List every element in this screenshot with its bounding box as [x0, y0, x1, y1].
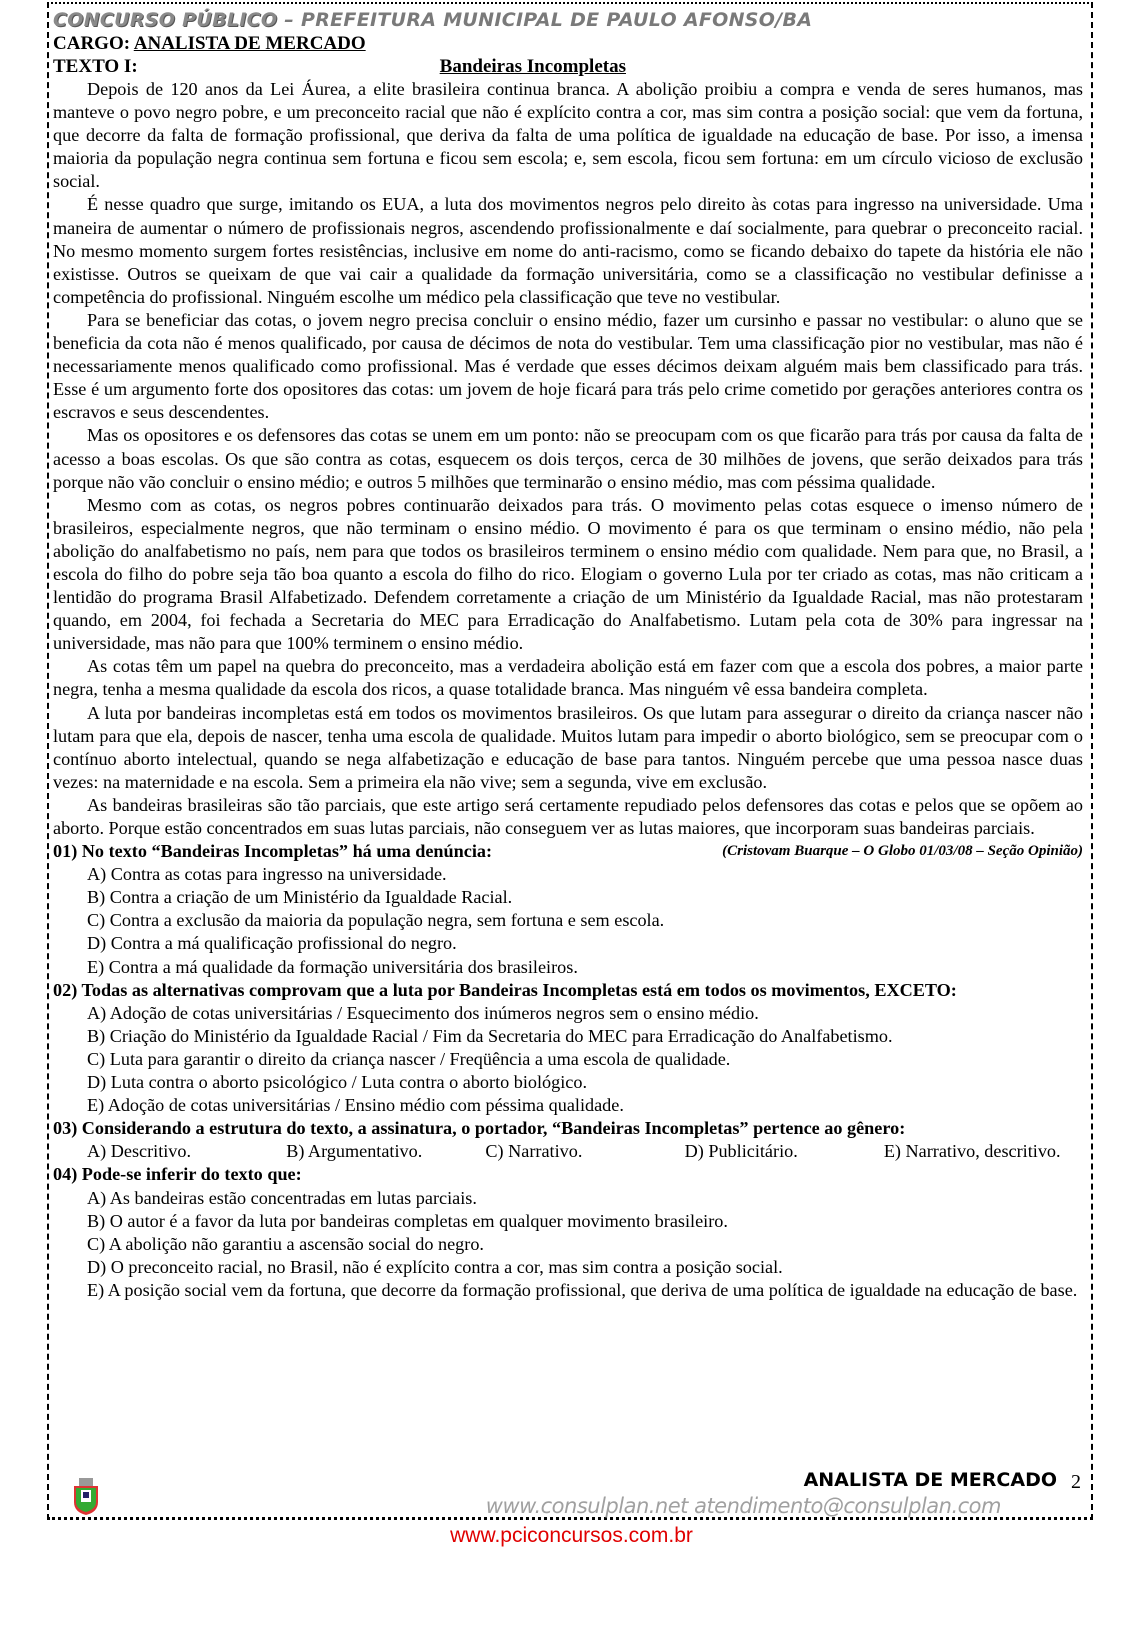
- option: E) A posição social vem da fortuna, que decorre da formação profissional, que deriva de uma política de igualdade na educação de base.: [87, 1279, 1078, 1300]
- cargo-line: [53, 32, 1083, 55]
- text-label: TEXTO I:: [53, 56, 138, 77]
- option: C) Luta para garantir o direito da criança nascer / Freqüência a uma escola de qualidade.: [87, 1048, 731, 1069]
- paragraph: É nesse quadro que surge, imitando os EUA, a luta dos movimentos negros pelo direito às cotas para ingresso na universidade. Uma maneira de aumentar o número de profissionais negros, ascendendo profissionalmente e daí socialmente, para quebrar o preconceito racial. No mesmo momento surgem fortes resistências, inclusive em nome do anti-racismo, como se ficando debaixo do tapete da história ele não existisse. Outros se queixam de que vai cair a qualidade da formação universitária, como se a classificação no vestibular definisse a competência do profissional. Ninguém escolhe um médico pela classificação que teve no vestibular.: [53, 194, 1083, 307]
- option: C) Narrativo.: [485, 1141, 583, 1162]
- footer-cargo: ANALISTA DE MERCADO: [803, 1469, 1057, 1491]
- option: B) Argumentativo.: [286, 1141, 423, 1162]
- source-citation: (Cristovam Buarque – O Globo 01/03/08 – Seção Opinião): [722, 843, 1083, 860]
- paragraph: As cotas têm um papel na quebra do preconceito, mas a verdadeira abolição está em fazer com que a escola dos pobres, a maior parte negra, tenha a mesma qualidade da escola dos ricos, a quase totalidade branca. Mas ninguém vê essa bandeira completa.: [53, 656, 1083, 700]
- exam-header: [53, 8, 1083, 32]
- option: A) Descritivo.: [87, 1141, 192, 1162]
- question-4: [53, 1163, 1083, 1302]
- option: D) Contra a má qualificação profissional do negro.: [87, 933, 457, 954]
- paragraph-text: As bandeiras brasileiras são tão parciais, que este artigo será certamente repudiado pelos defensores das cotas e pelos que se opõem ao aborto. Porque estão concentrados em suas lutas parciais, não conseguem ver as lutas maiores, que incorporam suas bandeiras parciais.: [53, 794, 1083, 838]
- municipal-crest-icon: [71, 1478, 101, 1516]
- cargo-value: ANALISTA DE MERCADO: [133, 33, 366, 54]
- option: C) Contra a exclusão da maioria da população negra, sem fortuna e sem escola.: [87, 910, 665, 931]
- footer-contact: www.consulplan.net atendimento@consulplan.com: [485, 1494, 1001, 1518]
- organization: – PREFEITURA MUNICIPAL DE PAULO AFONSO/BA: [277, 9, 813, 31]
- option: C) A abolição não garantiu a ascensão social do negro.: [87, 1233, 484, 1254]
- option: B) Contra a criação de um Ministério da Igualdade Racial.: [87, 887, 513, 908]
- paragraph: A luta por bandeiras incompletas está em todos os movimentos brasileiros. Os que lutam para assegurar o direito da criança nascer não lutam para que ela, depois de nascer, tenha uma escola de qualidade. Muitos lutam para impedir o aborto biológico, sem se preocupar com o contínuo aborto intelectual, quando se nega alfabetização e educação de base para tantos. Ninguém percebe que uma pessoa nasce duas vezes: na maternidade e na escola. Sem a primeira ela não vive; sem a segunda, vive em exclusão.: [53, 702, 1083, 792]
- text-title: Bandeiras Incompletas: [439, 56, 626, 77]
- exam-page: [47, 2, 1093, 1520]
- question-text: 01) No texto “Bandeiras Incompletas” há uma denúncia:: [53, 841, 493, 862]
- paragraph: Mas os opositores e os defensores das cotas se unem em um ponto: não se preocupam com os que ficarão para trás por causa da falta de acesso a boas escolas. Os que são contra as cotas, esquecem os dois terços, cerca de 30 milhões de jovens, que serão deixados para trás porque não vão concluir o ensino médio; e outros 5 milhões que terminarão o ensino médio, mas com péssima qualidade.: [53, 425, 1083, 492]
- option: D) Luta contra o aborto psicológico / Luta contra o aborto biológico.: [87, 1072, 588, 1093]
- option: B) O autor é a favor da luta por bandeiras completas em qualquer movimento brasileiro.: [87, 1210, 728, 1231]
- paragraph: Depois de 120 anos da Lei Áurea, a elite brasileira continua branca. A abolição proibiu a compra e venda de seres humanos, mas manteve o povo negro pobre, e um preconceito racial que não é explícito contra a cor, mas sim contra a posição social: que vem da fortuna, que decorre da falta de formação profissional, que deriva da falta de uma política de igualdade na educação de base. Por isso, a imensa maioria da população negra continua sem fortuna e ficou sem escola; e, sem escola, ficou sem fortuna: em um círculo vicioso de exclusão social.: [53, 79, 1083, 192]
- option: D) Publicitário.: [684, 1141, 798, 1162]
- option: D) O preconceito racial, no Brasil, não é explícito contra a cor, mas sim contra a posição social.: [87, 1256, 783, 1277]
- option: E) Contra a má qualidade da formação universitária dos brasileiros.: [87, 956, 578, 977]
- text-heading: [53, 55, 1083, 78]
- question-2: [53, 979, 1083, 1118]
- option: E) Adoção de cotas universitárias / Ensino médio com péssima qualidade.: [87, 1095, 624, 1116]
- option: A) Adoção de cotas universitárias / Esquecimento dos inúmeros negros sem o ensino médio.: [87, 1002, 759, 1023]
- contest-label: CONCURSO PÚBLICO: [53, 9, 278, 31]
- option: E) Narrativo, descritivo.: [883, 1141, 1061, 1162]
- option: A) Contra as cotas para ingresso na universidade.: [87, 864, 447, 885]
- question-text: 02) Todas as alternativas comprovam que a luta por Bandeiras Incompletas está em todos os movimentos, EXCETO:: [53, 979, 957, 1000]
- question-text: 03) Considerando a estrutura do texto, a assinatura, o portador, “Bandeiras Incompletas” pertence ao gênero:: [53, 1118, 906, 1139]
- option: B) Criação do Ministério da Igualdade Racial / Fim da Secretaria do MEC para Erradicação do Analfabetismo.: [87, 1025, 893, 1046]
- paragraph: Para se beneficiar das cotas, o jovem negro precisa concluir o ensino médio, fazer um cursinho e passar no vestibular: o aluno que se beneficia da cota não é menos qualificado, por causa de décimos de nota do vestibular. Tem uma classificação pior no vestibular, mas não é necessariamente menos qualificado como profissional. Mas é verdade que esses décimos deixam alguém mais bem classificado para trás. Esse é um argumento forte dos opositores das cotas: um jovem de hoje ficará para trás pelo crime cometido por gerações anteriores contra os escravos e seus descendentes.: [53, 309, 1083, 423]
- page-number: 2: [1071, 1471, 1081, 1493]
- cargo-label: CARGO:: [53, 33, 134, 54]
- options-row: [53, 1140, 1083, 1163]
- paragraph: Mesmo com as cotas, os negros pobres continuarão deixados para trás. O movimento pelas cotas esquece o imenso número de brasileiros, especialmente negros, que não terminam o ensino médio. O movimento é para os que terminam o ensino médio, não pela abolição do analfabetismo no país, nem para que todos os brasileiros terminem o ensino médio com qualidade. Nem para que, no Brasil, a escola do filho do pobre seja tão boa quanto a escola do filho do rico. Elogiam o governo Lula por ter criado as cotas, mas não criticam a lentidão do programa Brasil Alfabetizado. Defendem corretamente a criação de um Ministério da Igualdade Racial, mas não protestaram quando, em 2004, foi fechada a Secretaria do MEC para Erradicação do Analfabetismo. Lutam pela cota de 30% para ingressar na universidade, mas não para que 100% terminem o ensino médio.: [53, 494, 1083, 654]
- question-3: [53, 1117, 1083, 1163]
- option: A) As bandeiras estão concentradas em lutas parciais.: [87, 1187, 477, 1208]
- question-text: 04) Pode-se inferir do texto que:: [53, 1164, 302, 1185]
- watermark-link[interactable]: www.pciconcursos.com.br: [450, 1524, 693, 1547]
